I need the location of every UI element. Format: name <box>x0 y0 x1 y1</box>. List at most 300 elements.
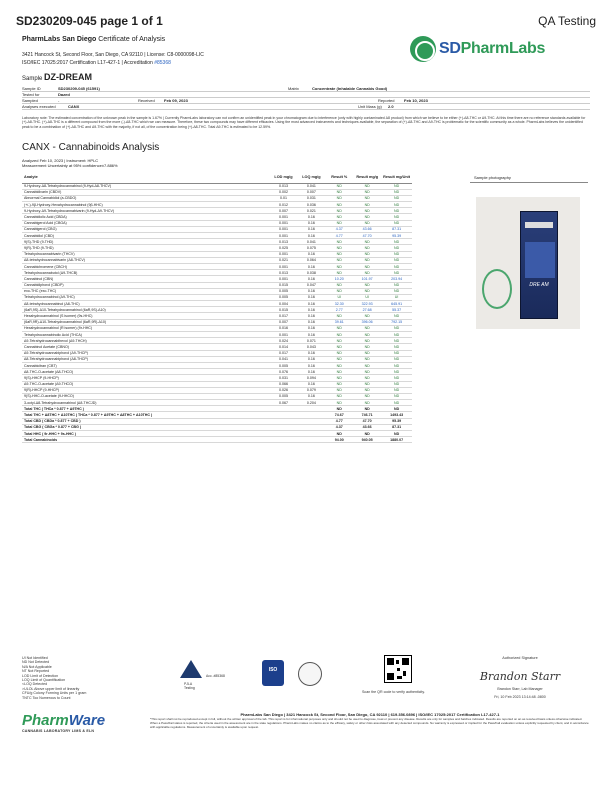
result-cell: ND <box>325 195 353 201</box>
result-cell: ND <box>381 288 412 294</box>
result-cell: ND <box>353 195 381 201</box>
analyte-name: Cannabichromene (CBCH) <box>22 263 270 269</box>
result-cell: 0.017 <box>270 313 298 319</box>
total-value: 1493.43 <box>381 412 412 418</box>
result-cell: ND <box>353 313 381 319</box>
result-cell: ND <box>381 338 412 344</box>
analyte-name: Abnormal Cannabidiol (a-CBDO) <box>22 195 270 201</box>
result-cell: ND <box>353 282 381 288</box>
result-cell: 0.001 <box>270 214 298 220</box>
analyte-name: Cannabigerol Acid (CBGA) <box>22 220 270 226</box>
result-cell: ND <box>325 375 353 381</box>
result-cell: 0.16 <box>297 313 325 319</box>
result-cell: 0.16 <box>297 214 325 220</box>
note-item: UI Not Identified <box>22 656 48 660</box>
result-cell: 0.16 <box>297 381 325 387</box>
result-cell: ND <box>325 220 353 226</box>
result-cell: ND <box>325 288 353 294</box>
result-cell: 0.013 <box>270 239 298 245</box>
analyses-label: Analyses executed <box>22 104 56 109</box>
result-cell: 645.91 <box>381 301 412 307</box>
logo-text-part1: SD <box>439 40 461 57</box>
result-cell: 0.079 <box>297 387 325 393</box>
pjla-seal-icon <box>180 660 202 682</box>
result-cell: 0.041 <box>297 239 325 245</box>
matrix-label: Matrix <box>288 86 299 91</box>
sample-meta <box>22 86 590 110</box>
result-cell: ND <box>325 189 353 195</box>
result-cell: 0.075 <box>297 245 325 251</box>
result-cell: ND <box>325 251 353 257</box>
result-cell: 0.067 <box>270 400 298 406</box>
analyte-name: 9(S)-HHC-O-acetate (9-HHCO) <box>22 393 270 399</box>
analyte-name: Hexahydrocannabinol (S isomer) (9s-HHC) <box>22 313 270 319</box>
matrix: Concentrate (Inhalable Cannabis Good) <box>312 86 388 91</box>
total-value: 4.37 <box>325 424 353 430</box>
result-cell: ND <box>381 189 412 195</box>
result-cell: 0.013 <box>270 183 298 189</box>
result-cell: ND <box>353 208 381 214</box>
total-label: Total THC + Δ8THC + Δ10THC ( THCa * 0.877 + Δ9THC + Δ8THC + Δ10THC ) <box>22 412 325 418</box>
analyte-name: Hexahydrocannabinol (R isomer) (9r-HHC) <box>22 325 270 331</box>
analyte-name: Δ9-THC-O-acetate (Δ9-THCO) <box>22 381 270 387</box>
sample-name: DZ-DREAM <box>44 72 93 82</box>
result-cell: 27.68 <box>353 307 381 313</box>
results-table <box>22 172 412 443</box>
result-cell: ND <box>381 245 412 251</box>
result-cell: 0.001 <box>270 251 298 257</box>
signature-date: Fri, 10 Feb 2023 13:14:48 -0800 <box>494 695 546 700</box>
result-cell: 0.16 <box>297 350 325 356</box>
note-item: ND Not Detected <box>22 660 50 665</box>
result-cell: ND <box>381 313 412 319</box>
total-label: Total HHC ( 9r-HHC + 9s-HHC ) <box>22 431 325 437</box>
note-item: <LOQ Detected <box>22 682 48 687</box>
laboratory-note: Laboratory note: The estimated concentration of the unknown peak in the sample is 1.67% | Currently PharmLabs laboratory can not confirm an unidentified peak in your chromatogram due to interference (only with highly contaminated Δ8 product) from which we believe to be either (+)-Δ8-THC or Δ9-THC. At this time there are no reference standards available for (+)-Δ8-THC. (+)-Δ8-THC is a different compound from the more (-)-Δ8-THC which we can measure. Therefore, these two compounds may have different efficacies. Using the most advanced instruments and techniques available, the separation of (+)-Δ8-THC and Δ9-THC is problematic for the scientific community as a whole. PharmLabs believes the unidentified peak to be a combination of (+)-Δ8-THC and Δ9-THC with the majority, if not all, of the concentration being (+)-Δ8-THC. Total Δ9-THC is estimated to be 12.59%. <box>22 116 586 129</box>
unit-mass: 2.0 <box>388 104 394 109</box>
total-value: ND <box>381 431 412 437</box>
product-tag <box>525 222 553 228</box>
result-cell: 0.16 <box>297 319 325 325</box>
analyte-name: Δ9-Tetrahydrocannabihexol (Δ9-THCH) <box>22 338 270 344</box>
result-cell: ND <box>353 332 381 338</box>
col-result-mgunit: Result mg/Unit <box>381 172 412 183</box>
analyses: CANX <box>68 104 80 109</box>
result-cell: 0.001 <box>270 263 298 269</box>
analyte-name: (6aR,9S)-Δ10-Tetrahydrocannabinol (6aR,9S)-Δ10) <box>22 307 270 313</box>
result-cell: ND <box>381 332 412 338</box>
result-cell: 2.77 <box>325 307 353 313</box>
result-cell: ND <box>325 257 353 263</box>
report-id: SD230209-045 page 1 of 1 <box>16 14 163 28</box>
result-cell: ND <box>325 270 353 276</box>
total-value: 4.77 <box>325 418 353 424</box>
total-value: 746.71 <box>353 412 381 418</box>
product-name: DRE AM <box>529 282 549 288</box>
signer-name: Brandon Starr, Lab Manager <box>497 687 543 691</box>
analyte-name: Δ8-tetrahydrocannabivarin (Δ8-THCV) <box>22 257 270 263</box>
result-cell: 0.16 <box>297 332 325 338</box>
product-package <box>520 211 558 319</box>
signature-block <box>470 656 570 700</box>
result-cell: ND <box>325 325 353 331</box>
acc-number: Acc. #85368 <box>206 674 225 678</box>
result-cell: UI <box>325 294 353 300</box>
result-cell: ND <box>353 387 381 393</box>
result-cell: ND <box>353 239 381 245</box>
result-cell: ND <box>381 239 412 245</box>
result-cell: ND <box>353 369 381 375</box>
result-cell: ND <box>381 400 412 406</box>
result-cell: ND <box>325 369 353 375</box>
total-value: ND <box>353 431 381 437</box>
result-cell: 0.01 <box>270 195 298 201</box>
result-cell: ND <box>353 344 381 350</box>
analyzed-date: Analyzed Feb 10, 2023 | Instrument: HPLC <box>22 158 99 163</box>
result-cell: 0.036 <box>297 202 325 208</box>
pharmware-logo <box>22 712 142 733</box>
received: Feb 09, 2023 <box>164 98 188 103</box>
analyte-name: (+/-)-9β-Hydroxy-Hexahydrocannabinol (9β-HHC) <box>22 202 270 208</box>
lab-address: 3421 Hancock St, Second Floor, San Diego, CA 92110 | License: C8-0000098-LIC <box>22 52 204 58</box>
pharmware-tagline: CANNABIS LABORATORY LIMS & ELN <box>22 729 95 733</box>
unit-mass-label: Unit Mass (g) <box>358 104 382 109</box>
result-cell: ND <box>353 263 381 269</box>
analyte-name: (6aR,9R)-Δ10-Tetrahydrocannabinol (6aR,9R)-Δ10) <box>22 319 270 325</box>
result-cell: 4.77 <box>325 233 353 239</box>
result-cell: 55.37 <box>381 307 412 313</box>
analyte-name: 9(S)-THD (9-THD) <box>22 239 270 245</box>
result-cell: ND <box>325 245 353 251</box>
result-cell: ND <box>381 362 412 368</box>
note-item: >ULOL Above upper limit of linearity <box>22 686 80 691</box>
result-cell: ND <box>353 400 381 406</box>
iso-text: ISO <box>268 667 278 673</box>
result-cell: ND <box>325 263 353 269</box>
result-cell: 0.007 <box>270 208 298 214</box>
result-cell: 0.16 <box>297 325 325 331</box>
result-cell: ND <box>325 362 353 368</box>
photo-label: Sample photography <box>470 172 588 183</box>
result-cell: ND <box>381 183 412 189</box>
result-cell: 0.047 <box>297 282 325 288</box>
result-cell: ND <box>325 202 353 208</box>
signature-script: Brandon Starr <box>479 670 561 683</box>
total-value: ND <box>325 431 353 437</box>
pharmware-part1: Pharm <box>22 712 69 729</box>
result-cell: 0.001 <box>270 226 298 232</box>
sample-label: Sample <box>22 76 43 82</box>
result-cell: 39.61 <box>325 319 353 325</box>
result-cell: ND <box>353 220 381 226</box>
logo-text-part2: PharmLabs <box>460 40 546 57</box>
result-cell: 0.014 <box>270 344 298 350</box>
result-cell: ND <box>381 369 412 375</box>
sample-photography <box>470 172 588 329</box>
total-value: 43.66 <box>353 424 381 430</box>
result-cell: 0.031 <box>297 195 325 201</box>
sample-title <box>22 72 92 82</box>
result-cell: ND <box>325 387 353 393</box>
analyte-name: exo-THC (exo-THC) <box>22 288 270 294</box>
analyte-name: Δ8-Tetrahydrocannabiphorol (Δ8-THCP) <box>22 356 270 362</box>
result-cell: ND <box>381 350 412 356</box>
result-cell: 0.16 <box>297 369 325 375</box>
signature-title: Authorized Signature <box>502 656 538 660</box>
report-header <box>16 12 596 30</box>
result-cell: ND <box>381 195 412 201</box>
result-cell: 0.026 <box>270 387 298 393</box>
analysis-info <box>22 158 118 168</box>
result-cell: 10.20 <box>325 276 353 282</box>
legend-notes <box>22 656 86 700</box>
result-cell: 203.94 <box>381 276 412 282</box>
pharmware-part2: Ware <box>68 712 106 729</box>
result-cell: 0.16 <box>297 393 325 399</box>
pharmlabs-stamp-icon <box>482 269 512 309</box>
total-value: ND <box>325 406 353 412</box>
sample-id: SD230209-045 (61591) <box>58 86 100 91</box>
lab-cert-text: ISO/IEC 17025:2017 Certification L17-427-1 | Accreditation <box>22 60 153 66</box>
result-cell: ND <box>353 270 381 276</box>
result-cell: 0.012 <box>270 202 298 208</box>
analyte-name: 3-octyl-Δ8-Tetrahydrocannabinol (Δ8-THCJD) <box>22 400 270 406</box>
result-cell: ND <box>325 332 353 338</box>
result-cell: ND <box>353 356 381 362</box>
pjla-sub: Testing <box>184 686 195 690</box>
analyte-name: Cannabinol Acetate (CBNO) <box>22 344 270 350</box>
result-cell: 0.001 <box>270 220 298 226</box>
sampled: - <box>58 98 60 103</box>
sdpharmlabs-logo <box>410 34 590 64</box>
result-cell: 0.16 <box>297 307 325 313</box>
result-cell: ND <box>353 183 381 189</box>
col-result-mgg: Result mg/g <box>353 172 381 183</box>
analyte-name: 9-Hydroxy-Δ9-Tetrahydrocannabivarin (9-Hyd-Δ9-THCV) <box>22 208 270 214</box>
result-cell: 0.013 <box>270 270 298 276</box>
result-cell: 0.001 <box>270 332 298 338</box>
lab-title <box>22 36 382 43</box>
pharmware-wordmark <box>22 712 142 729</box>
result-cell: ND <box>353 189 381 195</box>
analyte-name: Cannabinol (CBN) <box>22 276 270 282</box>
result-cell: 0.015 <box>270 307 298 313</box>
lab-info <box>22 36 382 67</box>
result-cell: ND <box>325 214 353 220</box>
result-cell: 87.31 <box>381 226 412 232</box>
total-value: 87.31 <box>381 424 412 430</box>
result-cell: ND <box>353 288 381 294</box>
analyte-name: 9(S)-HHCP (9-HHCP) <box>22 375 270 381</box>
total-value: 74.67 <box>325 412 353 418</box>
result-cell: ND <box>325 400 353 406</box>
tested-for-label: Tested for <box>22 92 40 97</box>
total-row <box>22 437 412 443</box>
result-cell: 0.002 <box>270 189 298 195</box>
result-cell: UI <box>381 294 412 300</box>
col-lod: LOD mg/g <box>270 172 298 183</box>
reported: Feb 10, 2023 <box>404 98 428 103</box>
result-cell: 0.004 <box>270 301 298 307</box>
note-item: TNTC Too Numerous to Count <box>22 695 71 700</box>
total-value: 47.70 <box>353 418 381 424</box>
result-cell: 0.094 <box>297 375 325 381</box>
note-item: N/A Not Applicable <box>22 664 52 669</box>
government-seal-icon <box>298 662 322 686</box>
result-cell: 0.16 <box>297 362 325 368</box>
total-value: 95.39 <box>381 418 412 424</box>
result-cell: ND <box>325 356 353 362</box>
qr-caption: Scan the QR code to verify authenticity. <box>362 690 425 694</box>
result-cell: 0.038 <box>297 270 325 276</box>
lab-address-block <box>22 51 382 67</box>
result-cell: 0.021 <box>270 257 298 263</box>
iso-badge-icon <box>262 660 284 686</box>
table-header-row <box>22 172 412 183</box>
result-cell: 0.024 <box>270 338 298 344</box>
received-label: Received <box>138 98 155 103</box>
result-cell: ND <box>353 245 381 251</box>
result-cell: 0.005 <box>270 294 298 300</box>
result-cell: 0.16 <box>297 301 325 307</box>
result-cell: ND <box>353 338 381 344</box>
result-cell: ND <box>325 393 353 399</box>
result-cell: 0.005 <box>270 362 298 368</box>
result-cell: ND <box>381 375 412 381</box>
result-cell: 0.16 <box>297 226 325 232</box>
result-cell: 0.007 <box>270 319 298 325</box>
result-cell: 0.017 <box>270 350 298 356</box>
result-cell: 0.001 <box>270 276 298 282</box>
note-item: CFU/g Colony Forming Units per 1 gram <box>22 691 87 696</box>
result-cell: 0.066 <box>270 381 298 387</box>
analyte-name: 9(R)-HHCP (9-HHCP) <box>22 387 270 393</box>
note-item: LOD Limit of Detection <box>22 673 59 678</box>
result-cell: 47.70 <box>353 233 381 239</box>
analyte-name: Cannabidiolic Acid (CBDA) <box>22 214 270 220</box>
lab-name: PharmLabs San Diego <box>22 36 97 43</box>
analyte-name: Tetrahydrocannabutol (Δ9-THCB) <box>22 270 270 276</box>
result-cell: ND <box>381 344 412 350</box>
result-cell: ND <box>325 208 353 214</box>
result-cell: 101.97 <box>353 276 381 282</box>
result-cell: ND <box>381 214 412 220</box>
result-cell: 0.015 <box>270 282 298 288</box>
total-value: ND <box>381 406 412 412</box>
result-cell: ND <box>353 214 381 220</box>
result-cell: 0.025 <box>270 245 298 251</box>
result-cell: ND <box>353 202 381 208</box>
result-cell: ND <box>353 251 381 257</box>
result-cell: ND <box>325 350 353 356</box>
total-value: 94.00 <box>325 437 353 443</box>
result-cell: 0.16 <box>297 276 325 282</box>
result-cell: ND <box>325 381 353 387</box>
footer-address: PharmLabs San Diego | 3421 Hancock St, Second Floor, San Diego, CA 92110 | 619.356.0896 | ISO/IEC 17025:2017 Certification L17-427-1 <box>240 712 500 717</box>
logo-text <box>439 40 545 58</box>
result-cell: 0.001 <box>270 233 298 239</box>
analyte-name: Δ8-THC-O-acetate (Δ8-THCO) <box>22 369 270 375</box>
sampled-label: Sampled <box>22 98 38 103</box>
qr-code-icon[interactable] <box>384 655 412 683</box>
result-cell: ND <box>381 381 412 387</box>
total-value: 1880.07 <box>381 437 412 443</box>
result-cell: 0.16 <box>297 233 325 239</box>
logo-mark-icon <box>410 36 436 62</box>
col-loq: LOQ mg/g <box>297 172 325 183</box>
result-cell: 32.30 <box>325 301 353 307</box>
result-cell: ND <box>381 251 412 257</box>
result-cell: 0.16 <box>297 251 325 257</box>
sample-id-label: Sample ID <box>22 86 41 91</box>
result-cell: ND <box>381 393 412 399</box>
analyte-name: Cannabidiol (CBD) <box>22 233 270 239</box>
measurement-uncertainty: Measurement Uncertainty at 95% confidence±7.886% <box>22 163 118 168</box>
result-cell: 0.007 <box>297 189 325 195</box>
reported-label: Reported <box>378 98 395 103</box>
result-cell: 0.076 <box>270 369 298 375</box>
result-cell: 0.021 <box>297 208 325 214</box>
analyte-name: Cannabidiphorol (CBDP) <box>22 282 270 288</box>
result-cell: ND <box>353 362 381 368</box>
tested-for: Dazed <box>58 92 70 97</box>
result-cell: 396.06 <box>353 319 381 325</box>
result-cell: ND <box>325 282 353 288</box>
lab-cert <box>22 59 382 67</box>
result-cell: 0.041 <box>270 356 298 362</box>
analyte-name: 9(R)-THD (9-THD) <box>22 245 270 251</box>
pjla-label: PJLA <box>184 682 193 686</box>
col-result-pct: Result % <box>325 172 353 183</box>
qa-label: QA Testing <box>538 14 596 28</box>
total-label: Total CBG ( CBGa * 0.877 + CBG ) <box>22 424 325 430</box>
accreditation-link[interactable]: #85368 <box>154 60 171 66</box>
result-cell: 95.39 <box>381 233 412 239</box>
col-analyte: Analyte <box>22 172 270 183</box>
result-cell: ND <box>325 338 353 344</box>
result-cell: 0.16 <box>297 263 325 269</box>
result-cell: ND <box>381 208 412 214</box>
result-cell: 322.93 <box>353 301 381 307</box>
result-cell: 4.37 <box>325 226 353 232</box>
analyte-name: Tetrahydrocannabinolic Acid (THCA) <box>22 332 270 338</box>
result-cell: ND <box>325 183 353 189</box>
result-cell: 792.15 <box>381 319 412 325</box>
result-cell: ND <box>353 257 381 263</box>
total-value: 940.05 <box>353 437 381 443</box>
result-cell: 0.16 <box>297 288 325 294</box>
result-cell: 0.005 <box>270 393 298 399</box>
total-label: Total THC ( THCa * 0.877 + Δ9THC ) <box>22 406 325 412</box>
result-cell: 0.031 <box>270 375 298 381</box>
total-value: ND <box>353 406 381 412</box>
analyte-name: Tetrahydrocannabivarin (THCV) <box>22 251 270 257</box>
result-cell: ND <box>353 375 381 381</box>
result-cell: 0.016 <box>270 325 298 331</box>
result-cell: 0.041 <box>297 183 325 189</box>
analyte-name: Δ8-tetrahydrocannabinol (Δ8-THC) <box>22 301 270 307</box>
result-cell: ND <box>381 387 412 393</box>
result-cell: ND <box>325 239 353 245</box>
result-cell: ND <box>381 257 412 263</box>
result-cell: UI <box>353 294 381 300</box>
result-cell: ND <box>381 356 412 362</box>
result-cell: ND <box>353 393 381 399</box>
result-cell: ND <box>325 344 353 350</box>
result-cell: 0.204 <box>297 400 325 406</box>
result-cell: ND <box>381 325 412 331</box>
result-cell: ND <box>325 313 353 319</box>
